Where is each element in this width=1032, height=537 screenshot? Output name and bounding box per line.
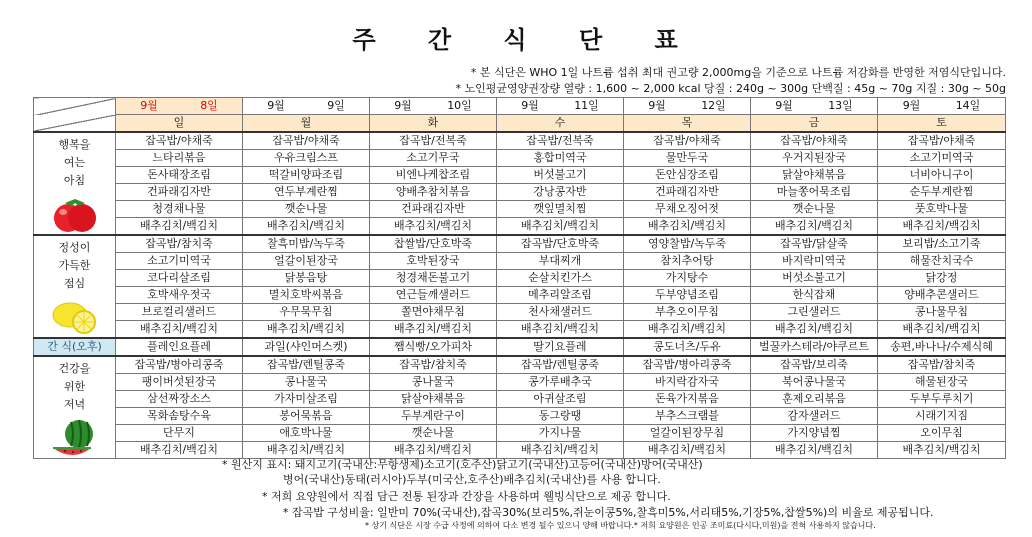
snack-cell: 플레인요플레 — [116, 338, 243, 356]
date-month: 9월 — [267, 99, 285, 112]
page-title: 주 간 식 단 표 — [352, 26, 700, 54]
menu-row — [34, 287, 1006, 304]
menu-row — [34, 408, 1006, 425]
menu-cell: 그린샐러드 — [751, 304, 878, 321]
menu-cell: 떡갈비양파조림 — [243, 167, 370, 184]
menu-cell: 배추김치/백김치 — [624, 321, 751, 339]
menu-cell: 잡곡밥/전복죽 — [497, 132, 624, 150]
meal-label — [34, 239, 115, 337]
menu-cell: 쫄면야채무침 — [370, 304, 497, 321]
meal-label-line: 여는 — [63, 156, 86, 169]
menu-cell: 얼갈이된장무침 — [624, 425, 751, 442]
menu-cell: 메추리알조림 — [497, 287, 624, 304]
weekday-cell: 금 — [751, 115, 878, 133]
menu-row — [34, 304, 1006, 321]
menu-cell: 오이무침 — [878, 425, 1006, 442]
menu-cell: 닭살야채볶음 — [751, 167, 878, 184]
menu-cell: 해물잔치국수 — [878, 253, 1006, 270]
menu-cell: 버섯소불고기 — [751, 270, 878, 287]
menu-cell: 찰흑미밥/녹두죽 — [243, 235, 370, 253]
weekday-cell: 목 — [624, 115, 751, 133]
date-cell — [243, 98, 370, 115]
menu-cell: 돈안심장조림 — [624, 167, 751, 184]
meal-label-cell — [34, 235, 116, 338]
menu-cell: 비엔나케찹조림 — [370, 167, 497, 184]
menu-cell: 배추김치/백김치 — [751, 218, 878, 236]
menu-cell: 천사채샐러드 — [497, 304, 624, 321]
date-day: 10일 — [447, 99, 472, 112]
menu-cell: 배추김치/백김치 — [243, 442, 370, 459]
weekday-cell: 월 — [243, 115, 370, 133]
menu-cell: 잡곡밥/렌틸콩죽 — [497, 356, 624, 374]
menu-cell: 멸치호박씨볶음 — [243, 287, 370, 304]
menu-cell: 잡곡밥/단호박죽 — [497, 235, 624, 253]
menu-cell: 버섯불고기 — [497, 167, 624, 184]
menu-cell: 깻순나물 — [751, 201, 878, 218]
menu-cell: 참치추어탕 — [624, 253, 751, 270]
menu-cell: 얼갈이된장국 — [243, 253, 370, 270]
menu-row — [34, 218, 1006, 236]
snack-cell: 딸기요플레 — [497, 338, 624, 356]
meal-label-line: 건강을 — [58, 362, 91, 375]
date-cell — [624, 98, 751, 115]
weekday-cell: 토 — [878, 115, 1006, 133]
menu-cell: 닭강정 — [878, 270, 1006, 287]
menu-cell: 훈제오리볶음 — [751, 391, 878, 408]
menu-cell: 소고기미역국 — [116, 253, 243, 270]
menu-cell: 무채오징어젓 — [624, 201, 751, 218]
menu-cell: 잡곡밥/야채죽 — [878, 132, 1006, 150]
date-day: 12일 — [701, 99, 726, 112]
menu-cell: 잡곡밥/전복죽 — [370, 132, 497, 150]
meal-label-line: 점심 — [63, 277, 86, 290]
menu-cell: 잡곡밥/병아리콩죽 — [116, 356, 243, 374]
menu-cell: 닭살야채볶음 — [370, 391, 497, 408]
menu-cell: 배추김치/백김치 — [624, 218, 751, 236]
menu-cell: 너비아니구이 — [878, 167, 1006, 184]
menu-cell: 잡곡밥/야채죽 — [751, 132, 878, 150]
menu-cell: 잡곡밥/닭살죽 — [751, 235, 878, 253]
menu-row — [34, 150, 1006, 167]
menu-cell: 팽이버섯된장국 — [116, 374, 243, 391]
change-note: * 상기 식단은 시장 수급 사정에 의하여 다소 변경 될수 있으니 양해 바랍니다.* 저희 요양원은 인공 조미료(다시다,미원)을 전혀 사용하지 않습니다. — [365, 521, 876, 530]
menu-row — [34, 167, 1006, 184]
menu-cell: 잡곡밥/보리죽 — [751, 356, 878, 374]
origin-note: * 원산지 표시: 돼지고기(국내산:무항생제)소고기(호주산)닭고기(국내산)고등어(국내산)방어(국내산) — [222, 458, 703, 471]
snack-cell: 쨈식빵/오가피차 — [370, 338, 497, 356]
menu-cell: 배추김치/백김치 — [116, 218, 243, 236]
menu-cell: 연두부계란찜 — [243, 184, 370, 201]
menu-cell: 배추김치/백김치 — [878, 442, 1006, 459]
menu-cell: 배추김치/백김치 — [878, 218, 1006, 236]
menu-cell: 배추김치/백김치 — [243, 321, 370, 339]
meal-label-line: 아침 — [63, 174, 86, 187]
date-cell — [878, 98, 1006, 115]
menu-cell: 순살치킨가스 — [497, 270, 624, 287]
date-day: 11일 — [574, 99, 599, 112]
menu-cell: 두부양념조림 — [624, 287, 751, 304]
date-month: 9월 — [775, 99, 793, 112]
menu-cell: 해물된장국 — [878, 374, 1006, 391]
menu-row — [34, 374, 1006, 391]
meal-label-cell — [34, 132, 116, 235]
menu-cell: 단무지 — [116, 425, 243, 442]
menu-cell: 콩나물국 — [370, 374, 497, 391]
menu-row — [34, 132, 1006, 150]
menu-cell: 찹쌀밥/단호박죽 — [370, 235, 497, 253]
snack-cell: 콩도너츠/두유 — [624, 338, 751, 356]
menu-cell: 잡곡밥/참치죽 — [370, 356, 497, 374]
menu-cell: 호박된장국 — [370, 253, 497, 270]
menu-cell: 한식잡채 — [751, 287, 878, 304]
menu-cell: 영양찰밥/녹두죽 — [624, 235, 751, 253]
menu-cell: 콩나물무침 — [878, 304, 1006, 321]
menu-row — [34, 356, 1006, 374]
date-month: 9월 — [140, 99, 158, 112]
menu-cell: 양배추참치볶음 — [370, 184, 497, 201]
date-day: 8일 — [200, 99, 218, 112]
menu-cell: 잡곡밥/야채죽 — [624, 132, 751, 150]
snack-cell: 과일(샤인머스켓) — [243, 338, 370, 356]
menu-cell: 배추김치/백김치 — [751, 442, 878, 459]
date-month: 9월 — [394, 99, 412, 112]
menu-cell: 부대찌개 — [497, 253, 624, 270]
menu-cell: 배추김치/백김치 — [497, 321, 624, 339]
menu-cell: 홍합미역국 — [497, 150, 624, 167]
menu-cell: 건파래김자반 — [624, 184, 751, 201]
weekday-cell: 화 — [370, 115, 497, 133]
menu-row — [34, 235, 1006, 253]
menu-cell: 아귀살조림 — [497, 391, 624, 408]
menu-cell: 잡곡밥/참치죽 — [116, 235, 243, 253]
corner-cell — [34, 98, 116, 115]
meal-label-line: 행복을 — [58, 138, 91, 151]
menu-cell: 가지탕수 — [624, 270, 751, 287]
menu-cell: 시래기지짐 — [878, 408, 1006, 425]
date-month: 9월 — [648, 99, 666, 112]
menu-cell: 청경채돈불고기 — [370, 270, 497, 287]
menu-cell: 바지락미역국 — [751, 253, 878, 270]
meal-label-line: 정성이 — [58, 241, 91, 254]
menu-cell: 배추김치/백김치 — [497, 442, 624, 459]
snack-cell: 송편,바나나/수제식혜 — [878, 338, 1006, 356]
nutrition-note: * 노인평균영양권장량 열량 : 1,600 ~ 2,000 kcal 당질 : 240g ~ 300g 단백질 : 45g ~ 70g 지질 : 30g ~ 50g — [455, 82, 1006, 95]
menu-cell: 배추김치/백김치 — [624, 442, 751, 459]
menu-cell: 돈육가지볶음 — [624, 391, 751, 408]
grain-ratio-note: * 잡곡밥 구성비율: 일반미 70%(국내산),잡곡30%(보리5%,쥐눈이콩5%,찰흑미5%,서리태5%,기장5%,찹쌀5%)의 비율로 제공됩니다. — [283, 506, 934, 519]
menu-cell: 부추오이무침 — [624, 304, 751, 321]
menu-cell: 깻잎멸치찜 — [497, 201, 624, 218]
menu-cell: 잡곡밥/참치죽 — [878, 356, 1006, 374]
sodium-note: * 본 식단은 WHO 1일 나트륨 섭취 최대 권고량 2,000mg을 기준으로 나트륨 저감화를 반영한 저염식단입니다. — [470, 66, 1006, 79]
menu-cell: 호박새우젓국 — [116, 287, 243, 304]
menu-cell: 콩나물국 — [243, 374, 370, 391]
menu-cell: 배추김치/백김치 — [116, 321, 243, 339]
date-month: 9월 — [521, 99, 539, 112]
menu-cell: 깻순나물 — [370, 425, 497, 442]
menu-cell: 잡곡밥/병아리콩죽 — [624, 356, 751, 374]
menu-cell: 삼선짜장소스 — [116, 391, 243, 408]
menu-cell: 보리밥/소고기죽 — [878, 235, 1006, 253]
menu-cell: 배추김치/백김치 — [751, 321, 878, 339]
menu-cell: 가자미살조림 — [243, 391, 370, 408]
menu-cell: 배추김치/백김치 — [243, 218, 370, 236]
menu-row — [34, 184, 1006, 201]
menu-cell: 애호박나물 — [243, 425, 370, 442]
menu-cell: 풋호박나물 — [878, 201, 1006, 218]
menu-row — [34, 270, 1006, 287]
menu-cell: 느타리볶음 — [116, 150, 243, 167]
menu-cell: 코다리살조림 — [116, 270, 243, 287]
menu-cell: 동그랑땡 — [497, 408, 624, 425]
menu-cell: 양배추콘샐러드 — [878, 287, 1006, 304]
lemon-icon — [34, 297, 115, 337]
menu-cell: 닭봉음탕 — [243, 270, 370, 287]
meal-label — [34, 360, 115, 459]
menu-cell: 목화솜탕수육 — [116, 408, 243, 425]
menu-cell: 봉어묵볶음 — [243, 408, 370, 425]
menu-cell: 콩가루배추국 — [497, 374, 624, 391]
origin-note-cont: 병어(국내산)동태(러시아)두부(미국산,호주산)배추김치(국내산)를 사용 합니다. — [283, 473, 661, 486]
snack-row — [34, 338, 1006, 356]
menu-cell: 북어콩나물국 — [751, 374, 878, 391]
menu-cell: 마늘쫑어묵조림 — [751, 184, 878, 201]
weekday-cell: 일 — [116, 115, 243, 133]
menu-cell: 깻순나물 — [243, 201, 370, 218]
menu-cell: 강낭콩자반 — [497, 184, 624, 201]
menu-cell: 브로컬리샐러드 — [116, 304, 243, 321]
weekly-menu-table — [33, 97, 1006, 459]
menu-cell: 건파래김자반 — [116, 184, 243, 201]
menu-row — [34, 253, 1006, 270]
snack-cell: 벌꿀카스테라/야쿠르트 — [751, 338, 878, 356]
meal-label-cell — [34, 356, 116, 459]
date-cell — [751, 98, 878, 115]
weekday-row — [34, 115, 1006, 133]
menu-cell: 두부계란구이 — [370, 408, 497, 425]
snack-label: 간 식(오후) — [34, 338, 116, 356]
date-cell — [370, 98, 497, 115]
menu-cell: 부추스크램블 — [624, 408, 751, 425]
menu-cell: 배추김치/백김치 — [497, 218, 624, 236]
menu-row — [34, 201, 1006, 218]
meal-label-line: 가득한 — [58, 259, 91, 272]
menu-cell: 바지락감자국 — [624, 374, 751, 391]
date-row — [34, 98, 1006, 115]
menu-cell: 연근들깨샐러드 — [370, 287, 497, 304]
menu-cell: 돈사태장조림 — [116, 167, 243, 184]
menu-cell: 배추김치/백김치 — [116, 442, 243, 459]
tomato-icon — [34, 194, 115, 235]
menu-row — [34, 425, 1006, 442]
menu-cell: 가지나물 — [497, 425, 624, 442]
menu-row — [34, 391, 1006, 408]
meal-label-line: 위한 — [63, 380, 86, 393]
menu-cell: 물만두국 — [624, 150, 751, 167]
menu-cell: 소고기미역국 — [878, 150, 1006, 167]
menu-cell: 두부두루치기 — [878, 391, 1006, 408]
date-cell — [116, 98, 243, 115]
date-cell — [497, 98, 624, 115]
weekday-cell: 수 — [497, 115, 624, 133]
menu-cell: 우유크림스프 — [243, 150, 370, 167]
menu-cell: 청경채나물 — [116, 201, 243, 218]
date-day: 13일 — [828, 99, 853, 112]
menu-cell: 순두부계란찜 — [878, 184, 1006, 201]
menu-cell: 잡곡밥/야채죽 — [243, 132, 370, 150]
menu-cell: 배추김치/백김치 — [370, 442, 497, 459]
date-month: 9월 — [902, 99, 921, 112]
menu-cell: 소고기무국 — [370, 150, 497, 167]
corner-cell-lower — [34, 115, 116, 133]
menu-cell: 배추김치/백김치 — [878, 321, 1006, 339]
sauce-note: * 저희 요양원에서 직접 담근 전통 된장과 간장을 사용하며 웰빙식단으로 제공 합니다. — [262, 490, 671, 503]
menu-cell: 배추김치/백김치 — [370, 321, 497, 339]
menu-cell: 잡곡밥/야채죽 — [116, 132, 243, 150]
date-day: 9일 — [327, 99, 345, 112]
menu-cell: 감자샐러드 — [751, 408, 878, 425]
menu-cell: 우무묵무침 — [243, 304, 370, 321]
menu-cell: 우거지된장국 — [751, 150, 878, 167]
menu-cell: 잡곡밥/렌틸콩죽 — [243, 356, 370, 374]
meal-label — [34, 136, 115, 235]
menu-cell: 가지양념찜 — [751, 425, 878, 442]
menu-cell: 건파래김자반 — [370, 201, 497, 218]
date-day: 14일 — [955, 99, 981, 112]
menu-cell: 배추김치/백김치 — [370, 218, 497, 236]
meal-label-line: 저녁 — [63, 398, 86, 411]
menu-row — [34, 321, 1006, 339]
watermelon-icon — [34, 418, 115, 459]
